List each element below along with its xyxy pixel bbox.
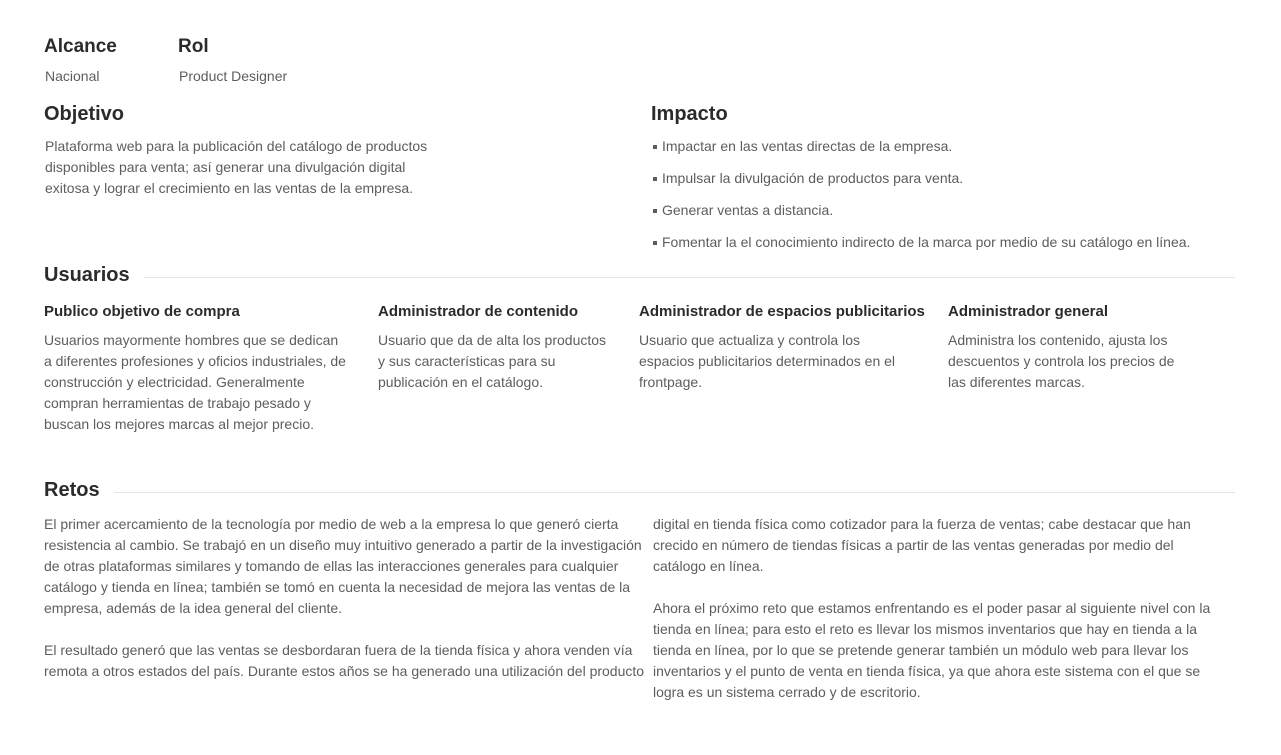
retos-paragraph: Ahora el próximo reto que estamos enfrentando es el poder pasar al siguiente nivel con la tienda en línea; para esto el reto es llevar los mismos inventarios que hay en tienda a la tienda en línea, por lo que se pretende generar también un módulo web para llevar los inventarios y el punto de venta en tienda física, ya que ahora este sistema con el que se logra es un sistema cerrado y de escritorio. <box>653 600 1211 700</box>
user-card-title: Administrador de espacios publicitarios <box>639 303 925 320</box>
usuarios-header <box>44 264 1235 287</box>
impacto-item-text: Impulsar la divulgación de productos para venta. <box>662 170 964 186</box>
user-card-title: Administrador general <box>948 303 1109 320</box>
retos-body <box>44 514 1235 724</box>
user-card-publico <box>44 303 378 435</box>
user-card-text: Usuarios mayormente hombres que se dedican a diferentes profesiones y oficios industriales, de construcción y electricidad. Generalmente compran herramientas de trabajo pesado y buscan los mejores marcas al mejor precio. <box>44 332 346 432</box>
project-details <box>44 36 1235 724</box>
list-item <box>653 136 1235 157</box>
alcance-label: Alcance <box>44 36 117 57</box>
list-item <box>653 200 1235 221</box>
meta-rol <box>178 36 378 84</box>
meta-row <box>44 36 1235 84</box>
list-item <box>653 168 1235 189</box>
impacto-item-text: Fomentar la el conocimiento indirecto de la marca por medio de su catálogo en línea. <box>662 234 1191 250</box>
list-item <box>653 232 1235 253</box>
user-card-title: Publico objetivo de compra <box>44 303 240 320</box>
usuarios-grid <box>44 303 1235 435</box>
impacto-item-text: Impactar en las ventas directas de la empresa. <box>662 138 953 154</box>
retos-paragraph: digital en tienda física como cotizador para la fuerza de ventas; cabe destacar que han crecido en número de tiendas físicas a partir de las ventas generadas por medio del catálogo en línea. <box>653 516 1191 574</box>
divider <box>114 492 1235 493</box>
retos-title: Retos <box>44 479 100 501</box>
impacto-item-text: Generar ventas a distancia. <box>662 202 834 218</box>
rol-label: Rol <box>178 36 209 57</box>
objetivo-impacto-row <box>44 103 1235 264</box>
retos-paragraph: El primer acercamiento de la tecnología por medio de web a la empresa lo que generó cierta resistencia al cambio. Se trabajó en un diseño muy intuitivo generado a partir de la investigación de otras plataformas similares y tomando de ellas las interacciones generales para cualquier catálogo y tienda en línea; también se tomó en cuenta la necesidad de mejora las ventas de la empresa, además de la idea general del cliente. <box>44 516 642 616</box>
meta-alcance <box>44 36 178 84</box>
user-card-admin-contenido <box>378 303 639 435</box>
impacto-list <box>651 136 1235 253</box>
user-card-text: Usuario que actualiza y controla los espacios publicitarios determinados en el frontpage. <box>639 332 896 390</box>
usuarios-title: Usuarios <box>44 264 130 286</box>
divider <box>144 277 1235 278</box>
user-card-text: Usuario que da de alta los productos y sus características para su publicación en el catálogo. <box>378 332 607 390</box>
retos-column-left <box>44 514 653 724</box>
rol-value: Product Designer <box>179 68 288 84</box>
retos-header <box>44 479 1235 502</box>
bullet-icon <box>653 209 657 213</box>
retos-column-right <box>653 514 1223 724</box>
objetivo-section <box>44 103 651 264</box>
objetivo-text: Plataforma web para la publicación del catálogo de productos disponibles para venta; así generar una divulgación digital exitosa y lograr el crecimiento en las ventas de la empresa. <box>45 138 428 196</box>
user-card-title: Administrador de contenido <box>378 303 579 320</box>
impacto-section <box>651 103 1235 264</box>
objetivo-title: Objetivo <box>44 103 125 125</box>
user-card-text: Administra los contenido, ajusta los descuentos y controla los precios de las diferentes marcas. <box>948 332 1175 390</box>
user-card-admin-espacios <box>639 303 948 435</box>
retos-paragraph: El resultado generó que las ventas se desbordaran fuera de la tienda física y ahora venden vía remota a otros estados del país. Durante estos años se ha generado una utilización del producto <box>44 642 645 679</box>
impacto-title: Impacto <box>651 103 728 125</box>
alcance-value: Nacional <box>45 68 100 84</box>
user-card-admin-general <box>948 303 1228 435</box>
bullet-icon <box>653 241 657 245</box>
bullet-icon <box>653 145 657 149</box>
bullet-icon <box>653 177 657 181</box>
